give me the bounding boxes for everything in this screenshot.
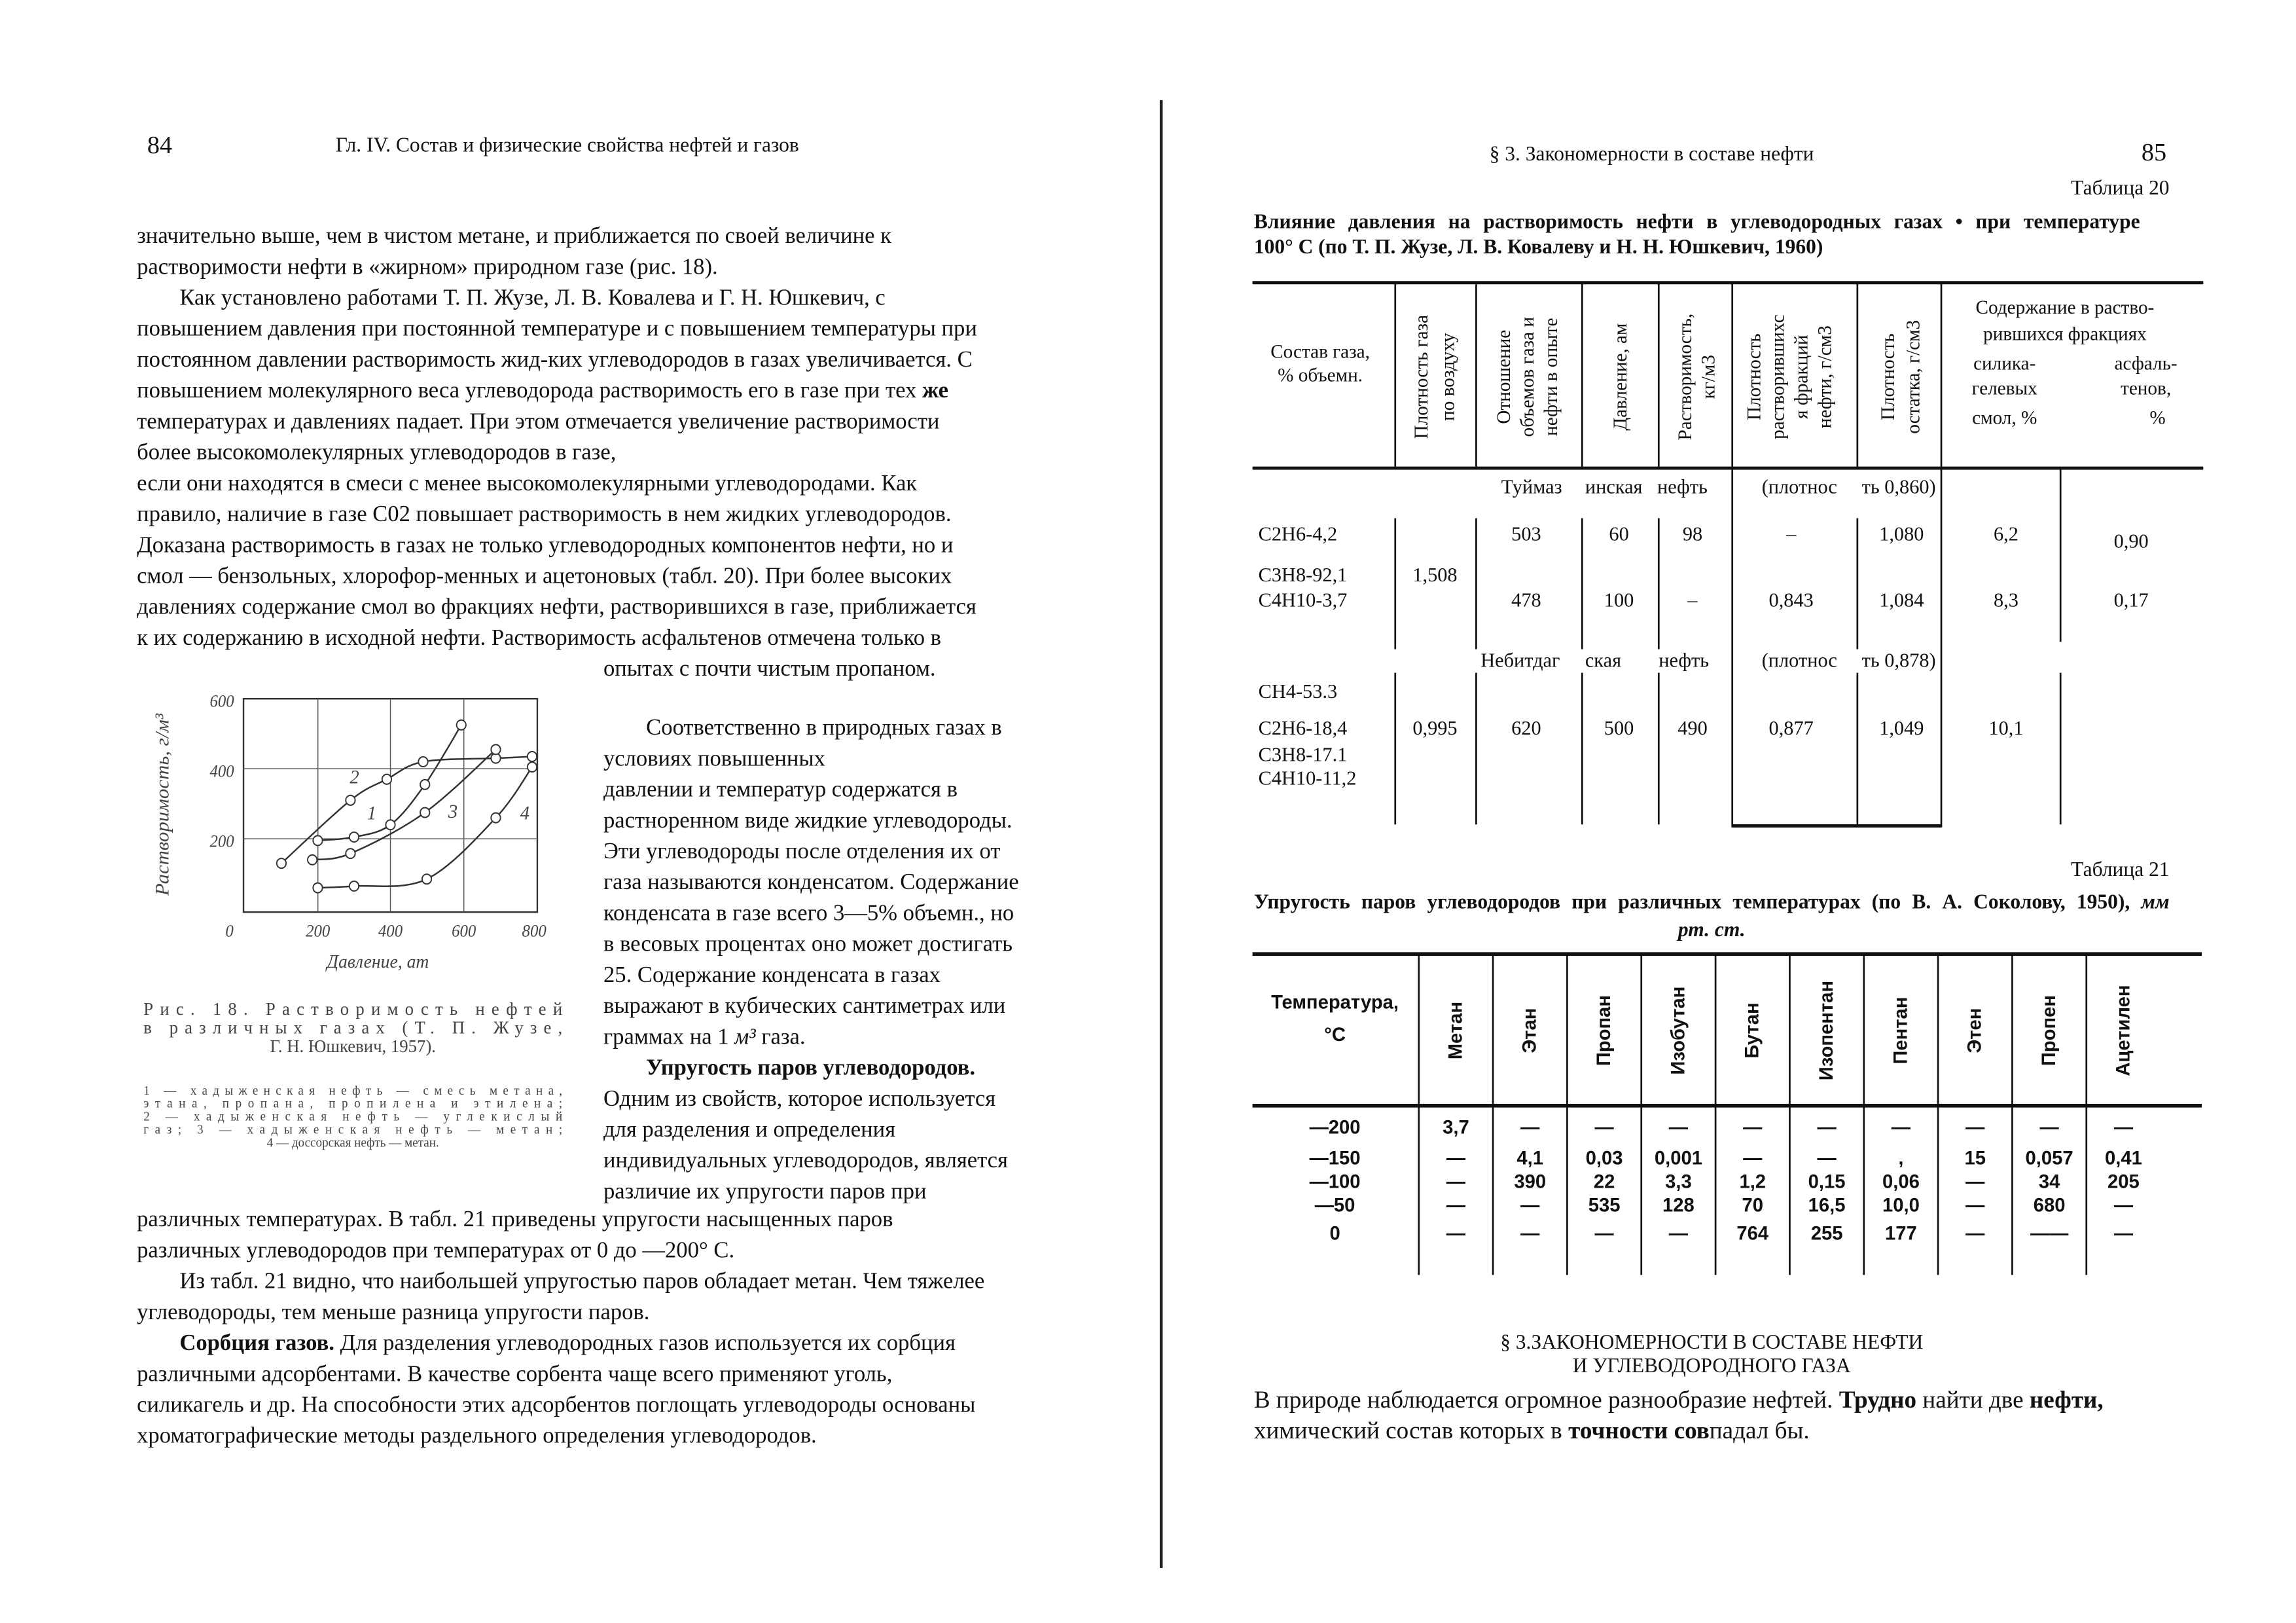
column-header: Этен: [1964, 1008, 1986, 1053]
data-point: [528, 752, 537, 761]
cell-vapor-pressure: —: [1743, 1117, 1763, 1139]
data-point: [350, 832, 359, 842]
cell-temperature: —50: [1314, 1195, 1355, 1216]
data-point: [350, 881, 359, 891]
cell-vapor-pressure: —: [1520, 1195, 1540, 1216]
figure-legend-line: 1 — хадыженская нефть — смесь метана,: [143, 1084, 563, 1098]
running-head-right: § 3. Закономерности в составе нефти: [1489, 144, 1814, 167]
table-21-title-line: [1254, 889, 2170, 917]
cell-asph: 0,90: [2113, 530, 2149, 553]
data-point: [382, 775, 391, 784]
cell-vapor-pressure: 0,41: [2104, 1148, 2142, 1169]
text-line: [1254, 1415, 2104, 1446]
text-block-bottom: [137, 1203, 984, 1451]
data-point: [491, 744, 500, 754]
oil-group-label: нефть: [1657, 475, 1708, 498]
column-header: Пропан: [1594, 994, 1615, 1067]
cell-residue: 1,080: [1879, 522, 1924, 545]
cell-temperature: —100: [1309, 1171, 1361, 1193]
cell-vapor-pressure: —: [2113, 1223, 2134, 1245]
cell-vapor-pressure: 0,001: [1654, 1148, 1702, 1169]
data-point: [308, 855, 317, 865]
text-line: различными адсорбентами. В качестве сорбента чаще всего применяют уголь,: [137, 1360, 893, 1387]
text-line: углеводороды, тем меньше разница упругости паров.: [137, 1299, 650, 1324]
cell-residue: 1,084: [1879, 589, 1924, 611]
text-line: [603, 1021, 1019, 1051]
data-point: [457, 720, 466, 730]
column-header: Пентан: [1890, 996, 1912, 1065]
header-dissolved: Плотность: [1744, 333, 1765, 421]
text-block-top: [137, 220, 977, 684]
cell-vapor-pressure: 680: [2033, 1195, 2066, 1216]
header-residue: Плотность: [1878, 333, 1899, 421]
header-silica: силика-: [1973, 353, 2036, 374]
cell-vapor-pressure: —: [1668, 1117, 1689, 1139]
cell-vapor-pressure: —: [1743, 1148, 1763, 1169]
cell-dissolved: 0,843: [1768, 589, 1814, 611]
table-21-title-line: [1254, 917, 2170, 945]
text-line: растворимости нефти в «жирном» природном газе (рис. 18).: [137, 253, 718, 280]
data-point: [491, 813, 500, 823]
text-line: Одним из свойств, которое используется: [603, 1085, 996, 1111]
column-header: Этан: [1519, 1008, 1541, 1053]
text-line: давлении и температур содержатся в: [603, 776, 958, 802]
cell-vapor-pressure: —: [1965, 1171, 1985, 1193]
title-unit: рт. ст.: [1677, 920, 1746, 943]
cell-dissolved: –: [1786, 522, 1797, 545]
cell-vapor-pressure: —: [1520, 1223, 1540, 1245]
x-axis-label: Давление, ат: [327, 951, 429, 972]
y-axis-label: Растворимость, г/м³: [151, 713, 173, 896]
oil-group-label: ская: [1585, 649, 1622, 672]
cell-vapor-pressure: 15: [1964, 1148, 1986, 1169]
cell-temperature: —150: [1309, 1148, 1361, 1169]
series-label: 3: [448, 801, 458, 822]
oil-group-label: нефть: [1659, 649, 1710, 672]
cell-vapor-pressure: 128: [1662, 1195, 1695, 1216]
text-line: в весовых процентах оно может достигать: [603, 931, 1013, 957]
cell-vapor-pressure: —: [1520, 1117, 1540, 1139]
cell-silica: 6,2: [1994, 522, 2018, 545]
oil-group-label: (плотнос: [1761, 475, 1837, 498]
column-header: Изобутан: [1668, 986, 1689, 1075]
cell-vapor-pressure: —: [1446, 1148, 1466, 1169]
x-tick-label: 600: [452, 922, 476, 941]
text-line: постоянном давлении растворимость жид-ких углеводородов в газах увеличивается. С: [137, 346, 973, 372]
cell-temperature: 0: [1329, 1223, 1340, 1245]
cell-vapor-pressure: —: [2039, 1117, 2059, 1139]
cell-dissolved: 0,877: [1768, 717, 1814, 740]
header-density_air: по воздуху: [1437, 333, 1459, 421]
cell-vapor-pressure: 34: [2038, 1171, 2060, 1193]
figure-caption-line: Рис. 18. Растворимость нефтей: [143, 998, 563, 1019]
gas-composition: СН4-53.3: [1258, 680, 1338, 702]
text-line: смол — бензольных, хлорофор-менных и ацетоновых (табл. 20). При более высоких: [137, 563, 952, 589]
text-line: для разделения и определения: [603, 1116, 896, 1142]
text-line: индивидуальных углеводородов, является: [603, 1147, 1008, 1173]
cell-vapor-pressure: —: [1446, 1195, 1466, 1216]
cell-vapor-pressure: —: [1965, 1117, 1985, 1139]
cell-vapor-pressure: 535: [1588, 1195, 1621, 1216]
text-line: более высокомолекулярных углеводородов в газе,: [137, 439, 617, 465]
header-asph: %: [2149, 407, 2166, 429]
text-line: хроматографические методы раздельного определения углеводородов.: [137, 1423, 817, 1448]
header-gas-composition: % объемн.: [1278, 365, 1363, 386]
section-heading-line: И УГЛЕВОДОРОДНОГО ГАЗА: [1572, 1356, 1851, 1378]
unit-m3: м³: [734, 1023, 756, 1049]
text-line: правило, наличие в газе С02 повышает растворимость в нем жидких углеводородов.: [137, 501, 952, 526]
data-point: [313, 835, 322, 845]
cell-vapor-pressure: —: [1891, 1117, 1911, 1139]
cell-vapor-pressure: 255: [1810, 1223, 1843, 1245]
cell-silica: 10,1: [1988, 717, 2024, 740]
text-line: конденсата в газе всего 3—5% объемн., но: [603, 900, 1014, 926]
figure-caption-line: Г. Н. Юшкевич, 1957).: [270, 1036, 436, 1057]
table-21: [1248, 942, 2208, 1284]
column-header: Изопентан: [1816, 980, 1838, 1081]
text-line: [137, 374, 977, 405]
table-20: [1248, 272, 2208, 839]
data-point: [528, 762, 537, 772]
header-solubility: кг/м3: [1698, 354, 1719, 399]
oil-group-label: Туймаз: [1501, 475, 1562, 498]
cell-solubility: 490: [1677, 717, 1708, 740]
cell-vapor-pressure: 3,7: [1443, 1117, 1469, 1139]
text-line: 25. Содержание конденсата в газах: [603, 962, 941, 987]
oil-group-label: ть 0,878): [1861, 649, 1936, 672]
bold-heading: Упругость паров углеводородов.: [646, 1055, 976, 1080]
cell-vapor-pressure: 10,0: [1882, 1195, 1920, 1216]
cell-vapor-pressure: ,: [1898, 1148, 1904, 1169]
figure-legend-line: газ; 3 — хадыженская нефть — метан;: [143, 1123, 563, 1137]
cell-ratio: 478: [1511, 589, 1541, 611]
bold-heading-sorption: Сорбция газов.: [179, 1330, 334, 1355]
cell-ratio: 503: [1511, 522, 1541, 545]
cell-ratio: 620: [1511, 717, 1541, 740]
cell-pressure: 60: [1609, 522, 1629, 545]
cell-vapor-pressure: —: [1668, 1223, 1689, 1245]
cell-vapor-pressure: —: [2113, 1195, 2134, 1216]
header-ratio: Отношение: [1494, 329, 1515, 424]
cell-vapor-pressure: 0,03: [1585, 1148, 1623, 1169]
figure-legend-line: 2 — хадыженская нефть — углекислый: [143, 1110, 563, 1124]
column-header: Пропен: [2039, 994, 2060, 1067]
cell-vapor-pressure: —: [2113, 1117, 2134, 1139]
y-tick-label: 600: [209, 692, 234, 711]
header-dissolved: нефти, г/см3: [1814, 325, 1836, 429]
cell-vapor-pressure: —: [1446, 1223, 1466, 1245]
header-silica: гелевых: [1971, 378, 2037, 399]
data-point: [420, 808, 429, 818]
text-line: [1254, 1384, 2104, 1415]
cell-vapor-pressure: 22: [1593, 1171, 1615, 1193]
page-number-right: 85: [2141, 138, 2167, 167]
text-line: различие их упругости паров при: [603, 1178, 927, 1204]
cell-silica: 8,3: [1994, 589, 2018, 611]
gas-composition: С4Н10-11,2: [1258, 767, 1357, 790]
cell-vapor-pressure: —: [1817, 1148, 1837, 1169]
cell-vapor-pressure: 16,5: [1808, 1195, 1846, 1216]
text-line: выражают в кубических сантиметрах или: [603, 993, 1006, 1018]
figure-legend-line: 4 — доссорская нефть — метан.: [266, 1136, 439, 1150]
text-segment: химический состав которых в: [1253, 1416, 1569, 1444]
series-line-2: [281, 756, 532, 863]
bold-word: же: [922, 377, 948, 403]
section-heading-line: § 3.ЗАКОНОМЕРНОСТИ В СОСТАВЕ НЕФТИ: [1500, 1332, 1924, 1355]
cell-vapor-pressure: 0,15: [1808, 1171, 1846, 1193]
cell-residue: 1,049: [1879, 717, 1924, 740]
text-line: условиях повышенных: [603, 745, 825, 771]
text-line: различных углеводородов при температурах от 0 до —200° С.: [137, 1237, 735, 1263]
text-line: к их содержанию в исходной нефти. Растворимость асфальтенов отмечена только в: [137, 625, 942, 650]
data-point: [346, 848, 355, 858]
bold-word: точности сов: [1568, 1416, 1710, 1444]
oil-group-label: Небитдаг: [1480, 649, 1560, 672]
column-header: Бутан: [1742, 1002, 1763, 1059]
text-segment: падал бы.: [1709, 1416, 1810, 1444]
text-line: температурах и давлениях падает. При этом отмечается увеличение растворимости: [137, 409, 940, 434]
section-heading: [1254, 1332, 2170, 1379]
text-line: Доказана растворимость в газах не только углеводородных компонентов нефти, но и: [137, 532, 954, 558]
y-tick-label: 400: [209, 762, 234, 781]
title-unit: мм: [2141, 892, 2170, 915]
table-21-label: Таблица 21: [2071, 860, 2170, 882]
cell-pressure: 100: [1604, 589, 1634, 611]
text-line: Эти углеводороды после отделения их от: [603, 838, 1001, 864]
header-dissolved: растворившихс: [1767, 314, 1789, 439]
data-point: [277, 858, 286, 868]
header-solubility: Растворимость,: [1674, 313, 1696, 441]
page-number-left: 84: [147, 131, 173, 159]
header-asph: асфаль-: [2114, 353, 2178, 374]
header-dissolved: я фракций: [1791, 335, 1812, 419]
column-header: Метан: [1445, 1001, 1467, 1060]
cell-density-air: 1,508: [1412, 564, 1458, 587]
cell-vapor-pressure: —: [1594, 1117, 1614, 1139]
oil-group-label: ть 0,860): [1861, 475, 1936, 498]
table-20-label: Таблица 20: [2071, 178, 2170, 200]
cell-vapor-pressure: —: [1817, 1117, 1837, 1139]
data-point: [418, 757, 427, 767]
text-line: [137, 1327, 984, 1358]
title-text: Упругость паров углеводородов при различных температурах (по В. А. Соколову, 1950),: [1253, 892, 2142, 915]
text-segment: найти две: [1916, 1385, 2030, 1413]
header-ratio: объемов газа и: [1517, 316, 1539, 437]
cell-temperature: —200: [1309, 1117, 1361, 1139]
data-point: [386, 820, 395, 830]
header-ratio: нефти в опыте: [1541, 318, 1562, 436]
cell-vapor-pressure: 3,3: [1665, 1171, 1692, 1193]
cell-solubility: 98: [1682, 522, 1703, 545]
text-segment: повышением молекулярного веса углеводорода растворимость его в газе при тех: [137, 377, 922, 403]
table-20-title: [1254, 211, 2140, 261]
gas-composition: С2Н6-18,4: [1258, 717, 1348, 740]
cell-pressure: 500: [1604, 717, 1634, 740]
cell-vapor-pressure: 70: [1742, 1195, 1764, 1216]
text-line: различных температурах. В табл. 21 приведены упругости насыщенных паров: [137, 1206, 893, 1232]
cell-vapor-pressure: ——: [2030, 1223, 2069, 1245]
gas-composition: С3Н8-92,1: [1258, 564, 1348, 587]
figure-caption-line: в различных газах (Т. П. Жузе,: [143, 1017, 563, 1038]
text-segment: газа.: [755, 1023, 806, 1049]
figure-legend-line: этана, пропана, пропилена и этилена;: [143, 1097, 563, 1111]
cell-vapor-pressure: 764: [1736, 1223, 1769, 1245]
cell-vapor-pressure: 4,1: [1516, 1148, 1544, 1169]
header-temperature: °С: [1324, 1024, 1346, 1046]
text-line: опытах с почти чистым пропаном.: [603, 655, 936, 682]
header-gas-composition: Состав газа,: [1270, 341, 1370, 363]
text-block-column: [603, 712, 1019, 1207]
data-point: [346, 795, 355, 805]
cell-vapor-pressure: —: [1594, 1223, 1614, 1245]
series-label: 4: [520, 802, 530, 824]
series-label: 2: [350, 767, 359, 788]
gas-composition: С2Н6-4,2: [1258, 522, 1338, 545]
table-20-title-line: Влияние давления на растворимость нефти в углеводородных газах • при температуре: [1253, 211, 2140, 234]
cell-vapor-pressure: —: [1446, 1171, 1466, 1193]
text-segment: В природе наблюдается огромное разнообразие нефтей.: [1253, 1385, 1839, 1413]
series-label: 1: [367, 802, 377, 824]
text-line: Из табл. 21 видно, что наибольшей упругостью паров обладает метан. Чем тяжелее: [179, 1268, 985, 1294]
text-line: если они находятся в смеси с менее высокомолекулярными углеводородами. Как: [137, 470, 918, 496]
cell-vapor-pressure: 390: [1514, 1171, 1547, 1193]
text-line: значительно выше, чем в чистом метане, и приближается по своей величине к: [137, 223, 891, 248]
data-point: [420, 780, 429, 790]
running-head-left: Гл. IV. Состав и физические свойства нефтей и газов: [335, 135, 799, 158]
x-tick-label: 800: [522, 922, 547, 941]
chart-series-group: [277, 720, 537, 893]
cell-vapor-pressure: 0,06: [1882, 1171, 1920, 1193]
text-line: давлениях содержание смол во фракциях нефти, растворившихся в газе, приближается: [137, 594, 977, 619]
section-heading-vapor-pressure: [603, 1052, 1019, 1083]
header-silica: смол, %: [1972, 407, 2037, 429]
cell-density-air: 0,995: [1412, 717, 1458, 740]
data-point: [422, 874, 431, 884]
header-density_air: Плотность газа: [1411, 314, 1433, 439]
text-line: повышением давления при постоянной температуре и с повышением температуры при: [137, 316, 977, 341]
gas-composition: С3Н8-17.1: [1258, 743, 1348, 766]
column-header: Ацетилен: [2113, 985, 2134, 1076]
table-21-title: [1254, 889, 2170, 945]
text-line: газа называются конденсатом. Содержание: [603, 869, 1019, 895]
x-tick-label: 200: [306, 922, 331, 941]
table-20-title-line: 100° С (по Т. П. Жузе, Л. В. Ковалеву и Н. Н. Юшкевич, 1960): [1253, 237, 1823, 259]
text-line: Соответственно в природных газах в: [646, 714, 1002, 740]
x-tick-label: 0: [225, 922, 234, 941]
header-temperature: Температура,: [1271, 992, 1399, 1013]
cell-asph: 0,17: [2113, 589, 2149, 611]
series-line-3: [312, 750, 495, 860]
header-content: рившихся фракциях: [1983, 323, 2147, 345]
section-paragraph: [1254, 1384, 2104, 1446]
cell-vapor-pressure: 0,057: [2025, 1148, 2073, 1169]
bold-word: нефти,: [2029, 1385, 2104, 1413]
text-line: растноренном виде жидкие углеводороды.: [603, 807, 1013, 833]
cell-vapor-pressure: —: [1965, 1223, 1985, 1245]
page-divider: [1160, 100, 1162, 1568]
text-line: Как установлено работами Т. П. Жузе, Л. В. Ковалева и Г. Н. Юшкевич, с: [179, 285, 886, 310]
data-point: [313, 883, 322, 893]
cell-solubility: –: [1687, 589, 1698, 611]
oil-group-label: (плотнос: [1761, 649, 1837, 672]
header-content: Содержание в раство-: [1975, 297, 2155, 318]
text-segment: граммах на 1: [603, 1023, 735, 1049]
cell-vapor-pressure: 177: [1885, 1223, 1917, 1245]
gas-composition: С4Н10-3,7: [1258, 589, 1348, 611]
figure-solubility-chart: [131, 674, 621, 1219]
header-asph: тенов,: [2121, 378, 2172, 399]
bold-word: Трудно: [1839, 1385, 1917, 1413]
cell-vapor-pressure: 1,2: [1739, 1171, 1767, 1193]
y-tick-label: 200: [209, 832, 234, 851]
oil-group-label: инская: [1585, 475, 1643, 498]
x-tick-label: 400: [378, 922, 403, 941]
cell-vapor-pressure: —: [1965, 1195, 1985, 1216]
header-residue: остатка, г/см3: [1903, 319, 1924, 434]
cell-vapor-pressure: 205: [2108, 1171, 2140, 1193]
text-line: силикагель и др. На способности этих адсорбентов поглощать углеводороды основаны: [137, 1392, 976, 1417]
text-segment: Для разделения углеводородных газов используется их сорбция: [334, 1330, 956, 1355]
header-pressure: Давление, ам: [1609, 323, 1631, 431]
